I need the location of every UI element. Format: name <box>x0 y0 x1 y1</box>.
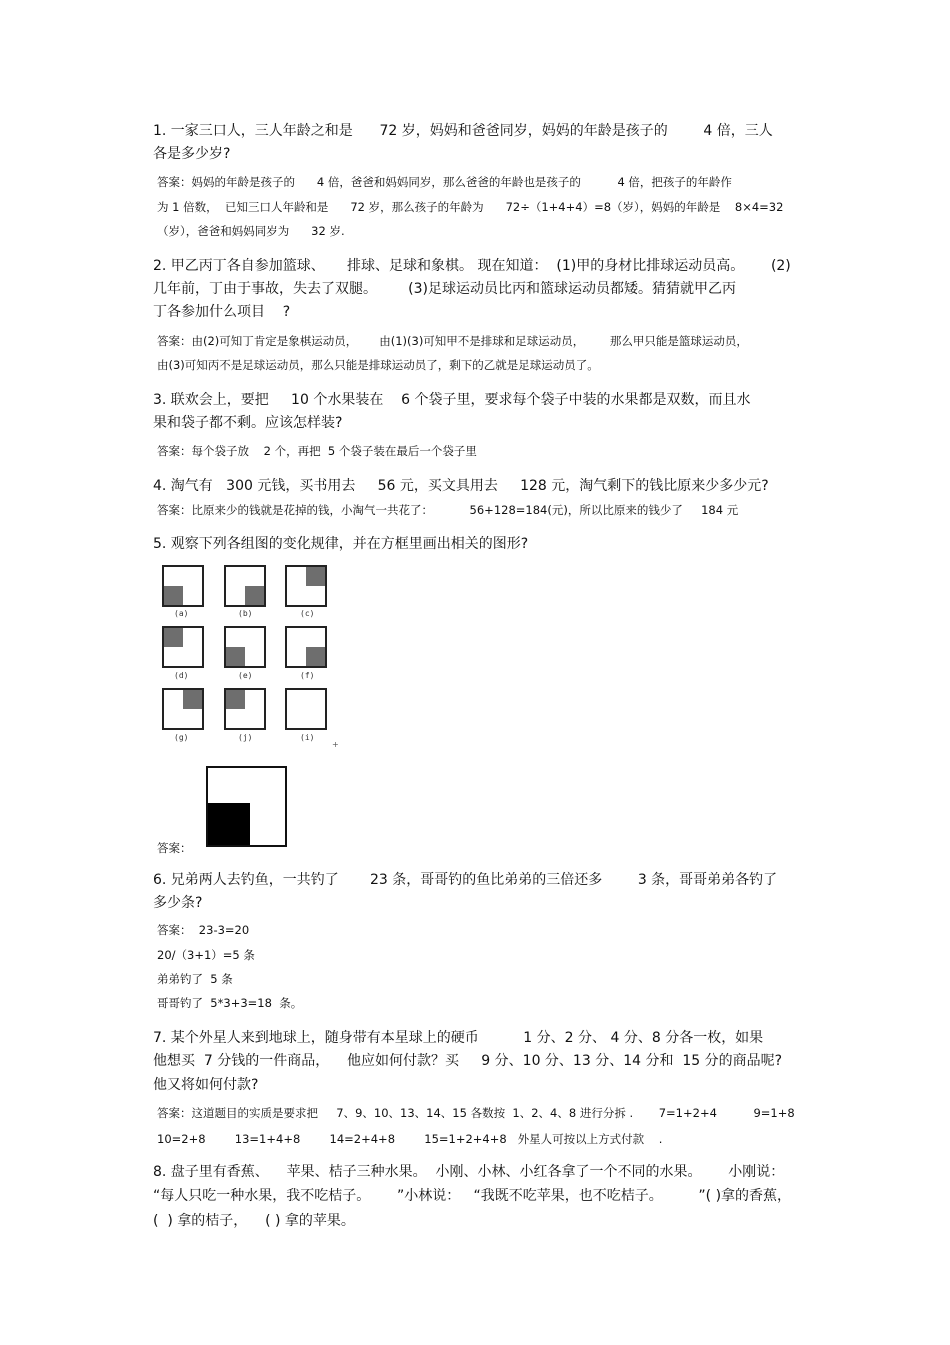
q7-line-2: 他想买 7 分钱的一件商品， 他应如何付款？买 9 分、10 分、13 分、14 分和 15 分的商品呢? <box>153 1053 783 1069</box>
q1-answer-3: （岁），爸爸和妈妈同岁为 32 岁. <box>157 224 345 238</box>
q4-answer-1: 答案：比原来少的钱就是花掉的钱，小淘气一共花了： 56+128=184(元)，所以比原来的钱少了 184 元 <box>157 503 739 517</box>
pattern-cell-i-blank <box>285 688 327 730</box>
pattern-cell-a <box>162 565 204 607</box>
q5-answer-label: 答案： <box>157 841 192 855</box>
cell-shade <box>164 628 183 647</box>
caption-a: (a) <box>174 609 189 618</box>
cell-shade <box>226 690 245 709</box>
q2-answer-1: 答案：由(2)可知丁肯定是象棋运动员， 由(1)(3)可知甲不是排球和足球运动员， 那么甲只能是篮球运动员， <box>157 334 748 348</box>
cell-shade <box>164 586 183 605</box>
cell-shade <box>226 647 245 666</box>
q1-answer-1: 答案：妈妈的年龄是孩子的 4 倍，爸爸和妈妈同岁，那么爸爸的年龄也是孩子的 4 倍，把孩子的年龄作 <box>157 175 732 189</box>
cell-shade <box>306 647 325 666</box>
q6-answer-1: 答案： 23-3=20 <box>157 923 250 937</box>
pattern-cell-d <box>162 626 204 668</box>
q7-line-1: 7. 某个外星人来到地球上，随身带有本星球上的硬币 1 分、2 分、 4 分、8 分各一枚，如果 <box>153 1030 764 1046</box>
q7-answer-2: 10=2+8 13=1+4+8 14=2+4+8 15=1+2+4+8 外星人可按以上方式付款 . <box>157 1132 663 1146</box>
q2-answer-2: 由(3)可知丙不是足球运动员，那么只能是排球运动员了，剩下的乙就是足球运动员了。 <box>157 358 599 372</box>
q6-answer-4: 哥哥钓了 5*3+3=18 条。 <box>157 996 303 1010</box>
q8-line-1: 8. 盘子里有香蕉、 苹果、桔子三种水果。 小刚、小林、小红各拿了一个不同的水果。 小刚说： <box>153 1164 785 1180</box>
caption-c: (c) <box>300 609 315 618</box>
caption-b: (b) <box>238 609 253 618</box>
q1-line-1: 1. 一家三口人，三人年龄之和是 72 岁，妈妈和爸爸同岁，妈妈的年龄是孩子的 4 倍，三人 <box>153 123 773 139</box>
q6-answer-3: 弟弟钓了 5 条 <box>157 972 233 986</box>
answer-shade <box>208 803 250 845</box>
caption-g: (g) <box>174 733 189 742</box>
q2-line-3: 丁各参加什么项目 ? <box>153 304 291 320</box>
q3-line-1: 3. 联欢会上，要把 10 个水果装在 6 个袋子里，要求每个袋子中装的水果都是双数，而且水 <box>153 392 751 408</box>
q5-line-1: 5. 观察下列各组图的变化规律，并在方框里画出相关的图形? <box>153 536 529 552</box>
q6-line-2: 多少条? <box>153 895 203 911</box>
caption-e: (e) <box>238 671 253 680</box>
cell-shade <box>306 567 325 586</box>
q6-line-1: 6. 兄弟两人去钓鱼，一共钓了 23 条，哥哥钓的鱼比弟弟的三倍还多 3 条，哥哥弟弟各钓了 <box>153 872 778 888</box>
caption-i: (i) <box>300 733 315 742</box>
q1-answer-2: 为 1 倍数， 已知三口人年龄和是 72 岁，那么孩子的年龄为 72÷（1+4+4）=8（岁），妈妈的年龄是 8×4=32 <box>157 200 784 214</box>
cell-shade <box>245 586 264 605</box>
pattern-cell-j <box>224 688 266 730</box>
q5-answer-figure <box>206 766 287 847</box>
q2-line-1: 2. 甲乙丙丁各自参加篮球、 排球、足球和象棋。 现在知道： (1)甲的身材比排球运动员高。 (2) <box>153 258 791 274</box>
caption-j: (j) <box>238 733 253 742</box>
q6-answer-2: 20/（3+1）=5 条 <box>157 948 255 962</box>
pattern-cell-f <box>285 626 327 668</box>
stray-mark: + <box>332 740 339 749</box>
pattern-cell-e <box>224 626 266 668</box>
q8-line-3: ( ) 拿的桔子， ( ) 拿的苹果。 <box>153 1213 355 1229</box>
q3-answer-1: 答案：每个袋子放 2 个，再把 5 个袋子装在最后一个袋子里 <box>157 444 477 458</box>
q2-line-2: 几年前，丁由于事故，失去了双腿。 (3)足球运动员比丙和篮球运动员都矮。猜猜就甲乙丙 <box>153 281 736 297</box>
q3-line-2: 果和袋子都不剩。应该怎样装? <box>153 415 343 431</box>
pattern-cell-g <box>162 688 204 730</box>
pattern-cell-c <box>285 565 327 607</box>
q8-line-2: “每人只吃一种水果，我不吃桔子。 ”小林说： “我既不吃苹果，也不吃桔子。 ”( )拿的香蕉， <box>153 1188 792 1204</box>
cell-shade <box>183 690 202 709</box>
caption-f: (f) <box>300 671 315 680</box>
q4-line-1: 4. 淘气有 300 元钱，买书用去 56 元，买文具用去 128 元，淘气剩下的钱比原来少多少元? <box>153 478 769 494</box>
q7-answer-1: 答案：这道题目的实质是要求把 7、9、10、13、14、15 各数按 1、2、4、8 进行分拆 . 7=1+2+4 9=1+8 <box>157 1106 795 1120</box>
q7-line-3: 他又将如何付款? <box>153 1077 259 1093</box>
caption-d: (d) <box>174 671 189 680</box>
pattern-cell-b <box>224 565 266 607</box>
q1-line-2: 各是多少岁? <box>153 146 231 162</box>
